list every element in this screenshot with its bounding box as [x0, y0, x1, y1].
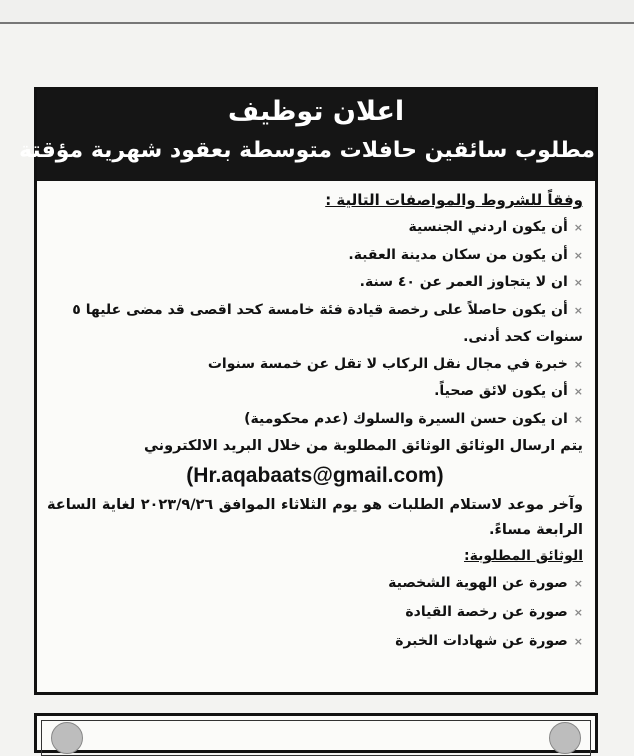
document-text: صورة عن رخصة القيادة: [405, 604, 568, 620]
condition-item: [47, 351, 583, 379]
condition-item: [47, 378, 583, 406]
bullet-icon: ×: [573, 303, 583, 317]
condition-item: [47, 297, 583, 351]
job-advertisement: [19, 87, 598, 695]
bullet-icon: ×: [573, 412, 583, 426]
bullet-icon: ×: [573, 248, 583, 262]
conditions-heading: وفقاً للشروط والمواصفات التالية :: [325, 191, 583, 209]
bullet-icon: ×: [573, 606, 583, 619]
deadline-text: وآخر موعد لاستلام الطلبات هو يوم الثلاثاء الموافق ٢٠٢٣/٩/٢٦ لغاية الساعة الرابعة مساءً.: [47, 497, 583, 538]
condition-text: خبرة في مجال نقل الركاب لا تقل عن خمسة سنوات: [207, 355, 568, 372]
condition-item: [47, 406, 583, 434]
ad-body: [37, 181, 595, 656]
conditions-list: [47, 214, 583, 433]
send-instructions: يتم ارسال الوثائق الوثائق المطلوبة من خلال البريد الالكتروني: [143, 438, 583, 454]
condition-item: [47, 269, 583, 297]
bullet-icon: ×: [573, 221, 583, 234]
bullet-icon: ×: [573, 357, 583, 371]
bullet-icon: ×: [573, 635, 583, 648]
condition-text: أن يكون من سكان مدينة العقبة.: [348, 246, 568, 263]
condition-text: أن يكون لائق صحياً.: [434, 383, 568, 399]
page-top-rule: [0, 0, 634, 24]
document-text: صورة عن شهادات الخبرة: [395, 633, 568, 649]
document-item: [47, 598, 583, 627]
condition-text: أن يكون حاصلاً على رخصة قيادة فئة خامسة كحد اقصى قد مضى عليها ٥ سنوات كحد أدنى.: [72, 301, 583, 345]
ad-subtitle: مطلوب سائقين حافلات متوسطة بعقود شهرية مؤقتة: [19, 138, 595, 163]
ad-title: اعلان توظيف: [227, 96, 405, 127]
condition-text: ان لا يتجاوز العمر عن ٤٠ سنة.: [359, 274, 568, 290]
document-item: [47, 627, 583, 656]
condition-text: ان يكون حسن السيرة والسلوك (عدم محكومية): [244, 410, 568, 427]
corner-ornament-icon: [549, 722, 581, 754]
bullet-icon: ×: [573, 276, 583, 289]
next-advertisement-box: [34, 713, 598, 753]
condition-text: أن يكون اردني الجنسية: [408, 219, 568, 235]
ad-header: [19, 90, 595, 181]
bullet-icon: ×: [573, 385, 583, 398]
corner-ornament-icon: [51, 722, 83, 754]
email-address[interactable]: (Hr.aqabaats@gmail.com): [186, 464, 444, 487]
document-text: صورة عن الهوية الشخصية: [388, 575, 568, 591]
bullet-icon: ×: [573, 577, 583, 590]
documents-heading: الوثائق المطلوبة:: [463, 548, 583, 564]
condition-item: [47, 242, 583, 270]
next-box-border: [41, 720, 591, 756]
document-item: [47, 569, 583, 598]
condition-item: [47, 214, 583, 242]
